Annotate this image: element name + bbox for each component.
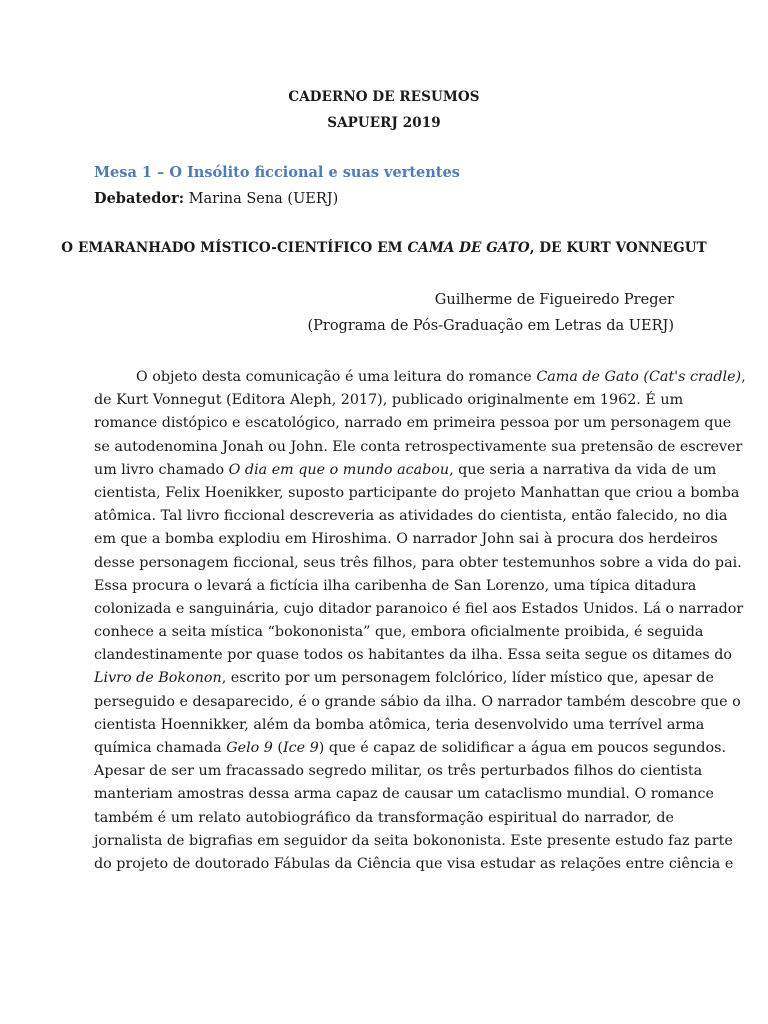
abstract-body <box>94 366 746 876</box>
abstract-line: perseguido e desaparecido, é o grande sábio da ilha. O narrador também descobre que o <box>94 693 741 710</box>
abstract-line: química chamada Gelo 9 (Ice 9) que é capaz de solidificar a água em poucos segundos. <box>94 740 727 756</box>
article-affiliation: (Programa de Pós-Graduação em Letras da UERJ) <box>307 318 674 334</box>
abstract-line: clandestinamente por quase todos os habitantes da ilha. Essa seita segue os ditames do <box>94 647 733 664</box>
abstract-line: O objeto desta comunicação é uma leitura do romance Cama de Gato (Cat's cradle), <box>136 369 746 385</box>
abstract-line: Livro de Bokonon, escrito por um personagem folclórico, líder místico que, apesar de <box>94 670 714 687</box>
article-title-part2: , DE KURT VONNEGUT <box>529 240 707 256</box>
article-title-part1: O EMARANHADO MÍSTICO-CIENTÍFICO EM <box>61 240 408 256</box>
abstract-line: se autodenomina Jonah ou John. Ele conta retrospectivamente sua pretensão de escrever <box>94 438 743 455</box>
article-title-italic: CAMA DE GATO <box>407 240 530 256</box>
document-header-subtitle: SAPUERJ 2019 <box>327 115 441 131</box>
abstract-line: desse personagem ficcional, seus três filhos, para obter testemunhos sobre a vida do pai. <box>94 554 742 571</box>
abstract-line: colonizada e sanguinária, cujo ditador paranoico é fiel aos Estados Unidos. Lá o narrador <box>94 600 744 617</box>
abstract-line: cientista Hoennikker, além da bomba atômica, teria desenvolvido uma terrível arma <box>94 716 705 733</box>
abstract-line: de Kurt Vonnegut (Editora Aleph, 2017), publicado originalmente em 1962. É um <box>94 392 684 409</box>
debatedor-name: Marina Sena (UERJ) <box>184 191 339 207</box>
abstract-line: Essa procura o levará a fictícia ilha caribenha de San Lorenzo, uma típica ditadura <box>94 577 697 594</box>
abstract-line: atômica. Tal livro ficcional descreveria as atividades do cientista, então falecido, no dia <box>94 508 728 525</box>
debatedor-label: Debatedor: <box>94 190 185 207</box>
debatedor-line <box>94 190 338 207</box>
abstract-line: manteriam amostras dessa arma capaz de causar um cataclismo mundial. O romance <box>94 786 714 803</box>
abstract-line: Apesar de ser um fracassado segredo militar, os três perturbados filhos do cientista <box>94 763 703 780</box>
session-heading: Mesa 1 – O Insólito ficcional e suas vertentes <box>94 164 460 181</box>
abstract-line: em que a bomba explodiu em Hiroshima. O narrador John sai à procura dos herdeiros <box>94 531 718 548</box>
article-author: Guilherme de Figueiredo Preger <box>434 292 674 308</box>
article-title <box>0 240 768 256</box>
abstract-line: conhece a seita mística “bokononista” que, embora oficialmente proibida, é seguida <box>94 624 704 641</box>
document-header-title: CADERNO DE RESUMOS <box>288 89 480 105</box>
abstract-line: cientista, Felix Hoenikker, suposto participante do projeto Manhattan que criou a bomba <box>94 484 740 501</box>
abstract-line: jornalista de bigrafias em seguidor da seita bokononista. Este presente estudo faz parte <box>94 832 733 849</box>
abstract-line: também é um relato autobiográfico da transformação espiritual do narrador, de <box>94 809 674 826</box>
abstract-line: romance distópico e escatológico, narrado em primeira pessoa por um personagem que <box>94 415 732 432</box>
abstract-line: um livro chamado O dia em que o mundo acabou, que seria a narrativa da vida de um <box>94 461 717 478</box>
abstract-line: do projeto de doutorado Fábulas da Ciência que visa estudar as relações entre ciência e <box>94 855 734 872</box>
